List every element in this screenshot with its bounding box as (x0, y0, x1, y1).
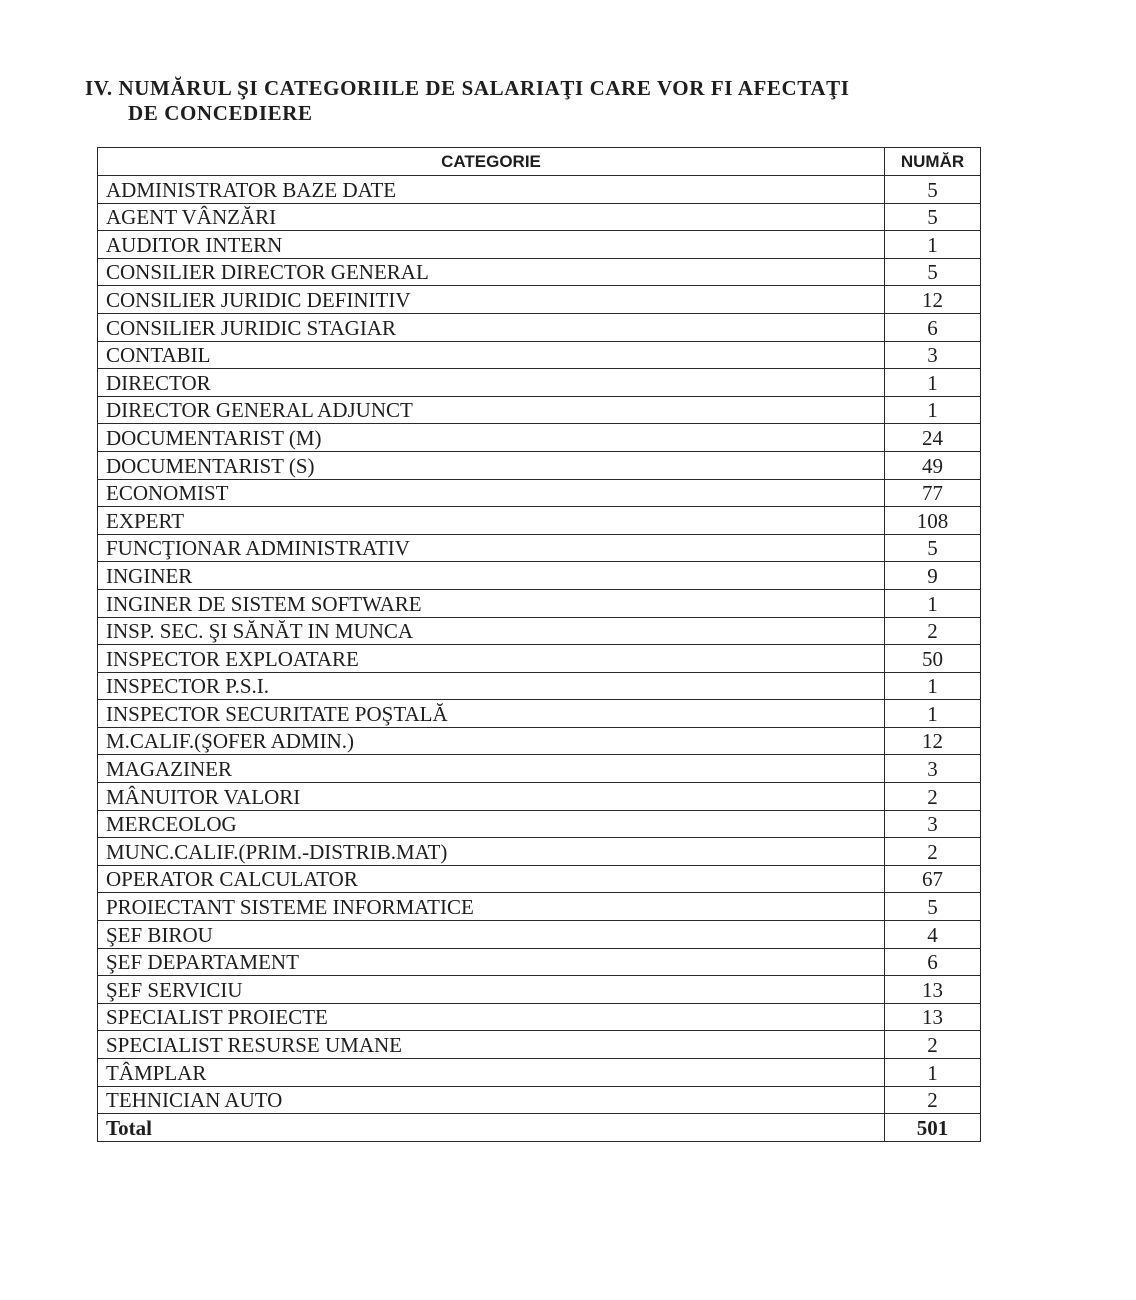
table-row (98, 203, 981, 231)
number-cell: 5 (885, 203, 981, 231)
category-cell: MÂNUITOR VALORI (98, 783, 885, 811)
number-cell: 4 (885, 921, 981, 949)
table-row (98, 865, 981, 893)
number-cell: 1 (885, 231, 981, 259)
table-header-row (98, 148, 981, 176)
category-cell: AGENT VÂNZĂRI (98, 203, 885, 231)
table-row (98, 727, 981, 755)
category-cell: ŞEF BIROU (98, 921, 885, 949)
table-row (98, 369, 981, 397)
category-cell: PROIECTANT SISTEME INFORMATICE (98, 893, 885, 921)
category-cell: OPERATOR CALCULATOR (98, 865, 885, 893)
number-cell: 1 (885, 369, 981, 397)
number-cell: 3 (885, 341, 981, 369)
table-row (98, 507, 981, 535)
table-row (98, 1059, 981, 1087)
number-cell: 2 (885, 838, 981, 866)
category-cell: ŞEF DEPARTAMENT (98, 948, 885, 976)
table-row (98, 424, 981, 452)
number-cell: 108 (885, 507, 981, 535)
table-row (98, 700, 981, 728)
table-row (98, 976, 981, 1004)
category-cell: INSPECTOR EXPLOATARE (98, 645, 885, 673)
number-cell: 5 (885, 534, 981, 562)
total-row (98, 1114, 981, 1142)
table-row (98, 562, 981, 590)
table-row (98, 755, 981, 783)
category-cell: INSPECTOR P.S.I. (98, 672, 885, 700)
category-cell: DOCUMENTARIST (S) (98, 451, 885, 479)
number-cell: 67 (885, 865, 981, 893)
category-cell: DIRECTOR (98, 369, 885, 397)
table-row (98, 258, 981, 286)
number-cell: 12 (885, 286, 981, 314)
category-cell: ADMINISTRATOR BAZE DATE (98, 176, 885, 204)
category-cell: CONSILIER DIRECTOR GENERAL (98, 258, 885, 286)
number-cell: 1 (885, 589, 981, 617)
number-cell: 6 (885, 313, 981, 341)
number-cell: 3 (885, 755, 981, 783)
table-row (98, 451, 981, 479)
number-cell: 3 (885, 810, 981, 838)
number-column-header: NUMĂR (885, 148, 981, 176)
number-cell: 2 (885, 1086, 981, 1114)
total-value: 501 (885, 1114, 981, 1142)
table-row (98, 231, 981, 259)
table-row (98, 783, 981, 811)
number-cell: 13 (885, 1003, 981, 1031)
total-label: Total (98, 1114, 885, 1142)
table-row (98, 645, 981, 673)
table-row (98, 921, 981, 949)
table-row (98, 341, 981, 369)
category-cell: DIRECTOR GENERAL ADJUNCT (98, 396, 885, 424)
number-cell: 5 (885, 258, 981, 286)
table-row (98, 810, 981, 838)
category-cell: SPECIALIST RESURSE UMANE (98, 1031, 885, 1059)
number-cell: 50 (885, 645, 981, 673)
number-cell: 49 (885, 451, 981, 479)
category-cell: INSP. SEC. ŞI SĂNĂT IN MUNCA (98, 617, 885, 645)
category-cell: INGINER (98, 562, 885, 590)
table-row (98, 534, 981, 562)
category-cell: ECONOMIST (98, 479, 885, 507)
category-cell: EXPERT (98, 507, 885, 535)
category-cell: SPECIALIST PROIECTE (98, 1003, 885, 1031)
category-cell: FUNCŢIONAR ADMINISTRATIV (98, 534, 885, 562)
category-cell: MAGAZINER (98, 755, 885, 783)
category-cell: TÂMPLAR (98, 1059, 885, 1087)
heading-line-2: DE CONCEDIERE (128, 101, 313, 125)
table-row (98, 479, 981, 507)
table-row (98, 1086, 981, 1114)
page-title (85, 76, 985, 126)
number-cell: 5 (885, 176, 981, 204)
number-cell: 1 (885, 396, 981, 424)
number-cell: 1 (885, 700, 981, 728)
category-cell: MERCEOLOG (98, 810, 885, 838)
table-row (98, 176, 981, 204)
table-row (98, 1031, 981, 1059)
number-cell: 9 (885, 562, 981, 590)
table-row (98, 313, 981, 341)
table-row (98, 1003, 981, 1031)
number-cell: 2 (885, 617, 981, 645)
number-cell: 6 (885, 948, 981, 976)
table-body (98, 176, 981, 1114)
category-cell: TEHNICIAN AUTO (98, 1086, 885, 1114)
number-cell: 2 (885, 1031, 981, 1059)
category-cell: DOCUMENTARIST (M) (98, 424, 885, 452)
category-column-header: CATEGORIE (98, 148, 885, 176)
category-cell: ŞEF SERVICIU (98, 976, 885, 1004)
category-cell: AUDITOR INTERN (98, 231, 885, 259)
category-cell: M.CALIF.(ŞOFER ADMIN.) (98, 727, 885, 755)
table-row (98, 286, 981, 314)
number-cell: 2 (885, 783, 981, 811)
category-cell: CONSILIER JURIDIC DEFINITIV (98, 286, 885, 314)
number-cell: 1 (885, 1059, 981, 1087)
heading-line-1: IV. NUMĂRUL ŞI CATEGORIILE DE SALARIAŢI CARE VOR FI AFECTAŢI (85, 76, 850, 100)
category-cell: CONTABIL (98, 341, 885, 369)
category-cell: MUNC.CALIF.(PRIM.-DISTRIB.MAT) (98, 838, 885, 866)
number-cell: 13 (885, 976, 981, 1004)
table-row (98, 396, 981, 424)
number-cell: 1 (885, 672, 981, 700)
category-cell: INGINER DE SISTEM SOFTWARE (98, 589, 885, 617)
number-cell: 77 (885, 479, 981, 507)
employees-table (97, 147, 981, 1142)
table-row (98, 672, 981, 700)
number-cell: 5 (885, 893, 981, 921)
table-row (98, 838, 981, 866)
table-row (98, 589, 981, 617)
category-cell: CONSILIER JURIDIC STAGIAR (98, 313, 885, 341)
table-row (98, 617, 981, 645)
category-cell: INSPECTOR SECURITATE POŞTALĂ (98, 700, 885, 728)
number-cell: 24 (885, 424, 981, 452)
table-row (98, 893, 981, 921)
table-row (98, 948, 981, 976)
number-cell: 12 (885, 727, 981, 755)
